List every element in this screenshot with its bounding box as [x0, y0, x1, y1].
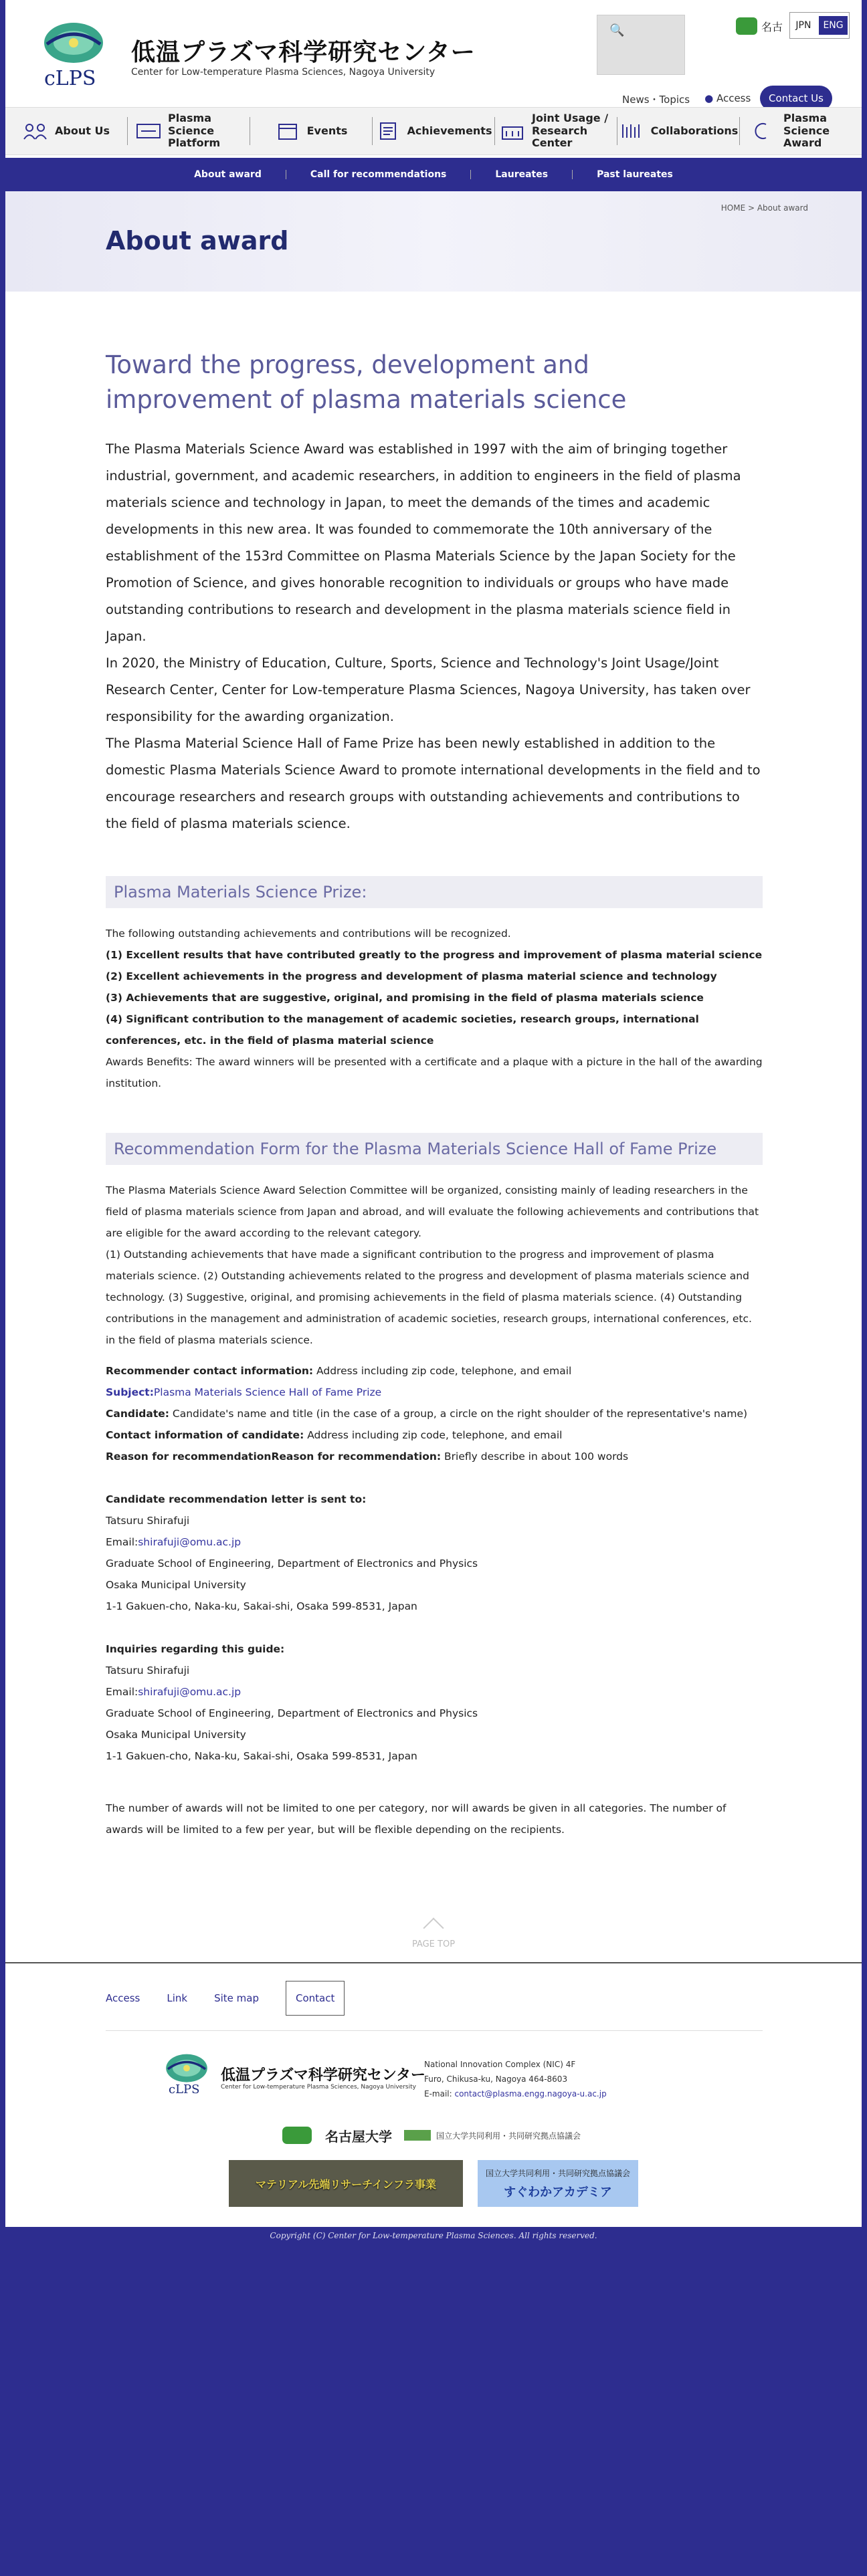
nav-label: Plasma Science Platform — [168, 112, 221, 150]
footer-link-link[interactable]: Link — [167, 1992, 188, 2004]
subnav-call-for-recommendations[interactable]: Call for recommendations — [286, 170, 472, 179]
inq-email-link[interactable]: shirafuji@omu.ac.jp — [138, 1685, 242, 1698]
clps-logo-icon[interactable] — [40, 17, 107, 71]
lang-eng[interactable]: ENG — [819, 16, 847, 35]
search-icon[interactable]: 🔍 — [609, 23, 625, 37]
site-header — [5, 0, 862, 106]
form-criteria: (1) Outstanding achievements that have made a significant contribution to the progress and improvement of plasma materials science. (2) Outstanding achievements related to the progress and development of plasma materials science and technology. (3) Suggestive, original, and promising achievements in the field of plasma materials science. (4) Outstanding contributions in the management and administration of academic societies, research groups, international conferences, etc. in the field of plasma materials science. — [106, 1248, 752, 1346]
partner-kyoten[interactable] — [404, 2127, 581, 2143]
field-label: Candidate: — [106, 1407, 169, 1420]
top-links — [622, 92, 751, 106]
access-link[interactable] — [704, 92, 751, 106]
field-label: Recommender contact information: — [106, 1364, 314, 1377]
email-label: Email: — [106, 1535, 138, 1548]
award-subnav — [5, 158, 862, 191]
nav-label: Achievements — [407, 124, 492, 137]
platform-icon — [136, 122, 161, 140]
form-intro: The Plasma Materials Science Award Selection Committee will be organized, consisting mainly of leading researchers in the field of plasma materials science from Japan and abroad, and will evaluate the following achievements and contributions that are eligible for the award according to the relevant category. — [106, 1184, 759, 1239]
nagoya-university-logo-icon[interactable] — [735, 15, 791, 37]
access-link-label: Access — [716, 92, 751, 104]
inq-dept: Graduate School of Engineering, Department of Electronics and Physics — [106, 1707, 478, 1719]
partner-nagoya-label: 名古屋大学 — [325, 2128, 392, 2145]
prize-item-1: (1) Excellent results that have contributed greatly to the progress and improvement of plasma material science — [106, 948, 763, 961]
footer-addr-line2: Furo, Chikusa-ku, Nagoya 464-8603 — [424, 2074, 568, 2084]
nagoya-emblem-icon — [280, 2125, 320, 2145]
contact-us-button[interactable]: Contact Us — [760, 86, 832, 111]
inq-email-row — [106, 1681, 763, 1703]
sent-email-link[interactable]: shirafuji@omu.ac.jp — [138, 1535, 242, 1548]
intro-paragraph-2: In 2020, the Ministry of Education, Culture, Sports, Science and Technology's Joint Usage/Joint Research Center, Center for Low-temperature Plasma Sciences, Nagoya University, has taken over responsibility for the awarding organization. — [106, 655, 751, 724]
svg-text:名古: 名古 — [761, 21, 783, 33]
footer-email-label: E-mail: — [424, 2089, 455, 2099]
footer-link-sitemap[interactable]: Site map — [214, 1992, 259, 2004]
prize-item-4: (4) Significant contribution to the management of academic societies, research groups, international conferences, etc. in the field of plasma material science — [106, 1012, 699, 1047]
calendar-icon — [275, 122, 300, 140]
lead-title: Toward the progress, development and improvement of plasma materials science — [106, 350, 627, 414]
prize-benefits: Awards Benefits: The award winners will be presented with a certificate and a plaque with a picture in the hall of the awarding institution. — [106, 1055, 763, 1089]
sent-dept: Graduate School of Engineering, Department of Electronics and Physics — [106, 1557, 478, 1570]
main-nav — [5, 107, 862, 155]
footer-link-access[interactable]: Access — [106, 1992, 140, 2004]
footer-divider — [5, 1962, 862, 1963]
subnav-past-laureates[interactable]: Past laureates — [597, 169, 673, 180]
news-topics-link[interactable]: News・Topics — [622, 94, 690, 106]
field-label: Contact information of candidate: — [106, 1428, 304, 1441]
inquiries-heading: Inquiries regarding this guide: — [106, 1642, 285, 1655]
nav-item-joint-usage[interactable] — [495, 112, 617, 150]
field-value: Briefly describe in about 100 words — [441, 1450, 629, 1463]
inq-name: Tatsuru Shirafuji — [106, 1664, 190, 1677]
subnav-laureates[interactable]: Laureates — [471, 170, 573, 179]
email-label: Email: — [106, 1685, 138, 1698]
field-value: Address including zip code, telephone, and email — [304, 1428, 563, 1441]
intro-paragraph-1: The Plasma Materials Science Award was established in 1997 with the aim of bringing together industrial, government, and academic researchers, in addition to engineers in the field of plasma materials science and technology in Japan, to meet the demands of the times and academic developments in this new area. It was founded to commemorate the 10th anniversary of the establishment of the 153rd Committee on Plasma Materials Science by the Japan Society for the Promotion of Science, and gives honorable recognition to individuals or groups who have made outstanding contributions to research and development in the plasma materials science field in Japan. — [106, 441, 741, 644]
subnav-about-award[interactable]: About award — [170, 170, 286, 179]
field-candidate-contact — [106, 1424, 763, 1446]
award-icon — [751, 122, 777, 140]
lang-jpn[interactable]: JPN — [795, 20, 811, 31]
field-value: Address including zip code, telephone, and email — [313, 1364, 572, 1377]
footer-title-jp: 低温プラズマ科学研究センター — [221, 2067, 426, 2084]
materials-research-banner[interactable] — [229, 2160, 463, 2207]
field-value: Plasma Materials Science Hall of Fame Prize — [153, 1386, 382, 1398]
page-top-button[interactable] — [400, 1921, 467, 1949]
banner1-text: マテリアル先端リサーチインフラ事業 — [256, 2177, 436, 2191]
sent-addr: 1-1 Gakuen-cho, Naka-ku, Sakai-shi, Osaka 599-8531, Japan — [106, 1600, 417, 1612]
footer-separator — [106, 2030, 763, 2031]
prize-item-3: (3) Achievements that are suggestive, original, and promising in the field of plasma materials science — [106, 991, 704, 1004]
people-icon — [23, 122, 48, 140]
document-icon — [375, 122, 401, 140]
nav-label: Plasma Science Award — [783, 112, 830, 150]
partner-kyoten-label: 国立大学共同利用・共同研究拠点協議会 — [436, 2131, 581, 2141]
language-switch — [789, 12, 850, 39]
field-subject — [106, 1382, 763, 1403]
field-value: Candidate's name and title (in the case of a group, a circle on the right shoulder of the representative's name) — [169, 1407, 748, 1420]
footer-addr-line1: National Innovation Complex (NIC) 4F — [424, 2060, 576, 2069]
prize-item-2: (2) Excellent achievements in the progress and development of plasma material science and technology — [106, 970, 717, 982]
page-title: About award — [106, 226, 289, 255]
banner2-line2: すぐわかアカデミア — [504, 2185, 612, 2199]
field-candidate — [106, 1403, 763, 1424]
footer-email-row — [424, 2086, 607, 2101]
footer-title-en: Center for Low-temperature Plasma Sciences, Nagoya University — [221, 2084, 416, 2090]
sugu-wakaru-academia-banner[interactable] — [478, 2160, 638, 2207]
nav-item-collaborations[interactable] — [617, 117, 740, 145]
footer-link-contact[interactable]: Contact — [286, 1981, 345, 2016]
main-content — [106, 348, 763, 1840]
field-reason — [106, 1446, 763, 1467]
sent-name: Tatsuru Shirafuji — [106, 1514, 190, 1527]
nav-label: Events — [306, 124, 348, 137]
intro-paragraph-3: The Plasma Material Science Hall of Fame Prize has been newly established in addition to the domestic Plasma Materials Science Award to promote international developments in the field and to encourage researchers and research groups with outstanding achievements and contributions to the field of plasma materials science. — [106, 735, 761, 831]
logo-text: cLPS — [44, 67, 96, 90]
nav-label: Collaborations — [650, 124, 739, 137]
map-pin-icon: ● — [704, 92, 714, 104]
nav-label: About Us — [55, 124, 110, 137]
inq-addr: 1-1 Gakuen-cho, Naka-ku, Sakai-shi, Osaka 599-8531, Japan — [106, 1749, 417, 1762]
footer-address — [424, 2057, 607, 2101]
footer-email-link[interactable]: contact@plasma.engg.nagoya-u.ac.jp — [454, 2089, 607, 2099]
nav-label: Joint Usage / Research Center — [532, 112, 609, 150]
page-hero — [5, 191, 862, 292]
building-icon — [500, 122, 525, 140]
footer-logo-text: cLPS — [169, 2082, 200, 2097]
sent-to-heading: Candidate recommendation letter is sent to: — [106, 1493, 367, 1505]
field-label: Subject: — [106, 1386, 154, 1398]
closing-note: The number of awards will not be limited to one per category, nor will awards be given in all categories. The number of awards will be limited to a few per year, but will be flexible depending on the recipients. — [106, 1802, 727, 1836]
field-recommender — [106, 1360, 763, 1382]
search-box[interactable] — [597, 15, 685, 75]
page-frame — [5, 0, 862, 2227]
copyright: Copyright (C) Center for Low-temperature Plasma Sciences. All rights reserved. — [270, 2231, 597, 2240]
partner-logos — [280, 2125, 581, 2145]
site-subtitle: Center for Low-temperature Plasma Sciences, Nagoya University — [131, 67, 436, 78]
collab-icon — [619, 122, 644, 140]
form-section-heading: Recommendation Form for the Plasma Materials Science Hall of Fame Prize — [106, 1133, 763, 1165]
nav-item-platform[interactable] — [128, 112, 250, 150]
page-top-label: PAGE TOP — [411, 1939, 456, 1949]
prize-intro: The following outstanding achievements and contributions will be recognized. — [106, 927, 511, 940]
nav-item-about-us[interactable] — [5, 117, 128, 145]
nav-item-events[interactable] — [250, 117, 373, 145]
sent-email-row — [106, 1531, 763, 1553]
nav-item-award[interactable] — [740, 112, 862, 150]
site-title[interactable]: 低温プラズマ科学研究センター — [131, 39, 476, 66]
sent-univ: Osaka Municipal University — [106, 1578, 246, 1591]
banner2-line1: 国立大学共同利用・共同研究拠点協議会 — [485, 2168, 630, 2178]
inq-univ: Osaka Municipal University — [106, 1728, 246, 1741]
partner-nagoya-university[interactable] — [280, 2125, 392, 2145]
field-label: Reason for recommendationReason for recommendation: — [106, 1450, 442, 1463]
footer-links — [106, 1981, 345, 2016]
breadcrumb[interactable]: HOME > About award — [720, 203, 808, 213]
kyoten-logo-icon — [404, 2127, 431, 2143]
prize-section-heading: Plasma Materials Science Prize: — [106, 876, 763, 908]
chevron-up-icon — [423, 1917, 444, 1938]
nav-item-achievements[interactable] — [373, 117, 495, 145]
